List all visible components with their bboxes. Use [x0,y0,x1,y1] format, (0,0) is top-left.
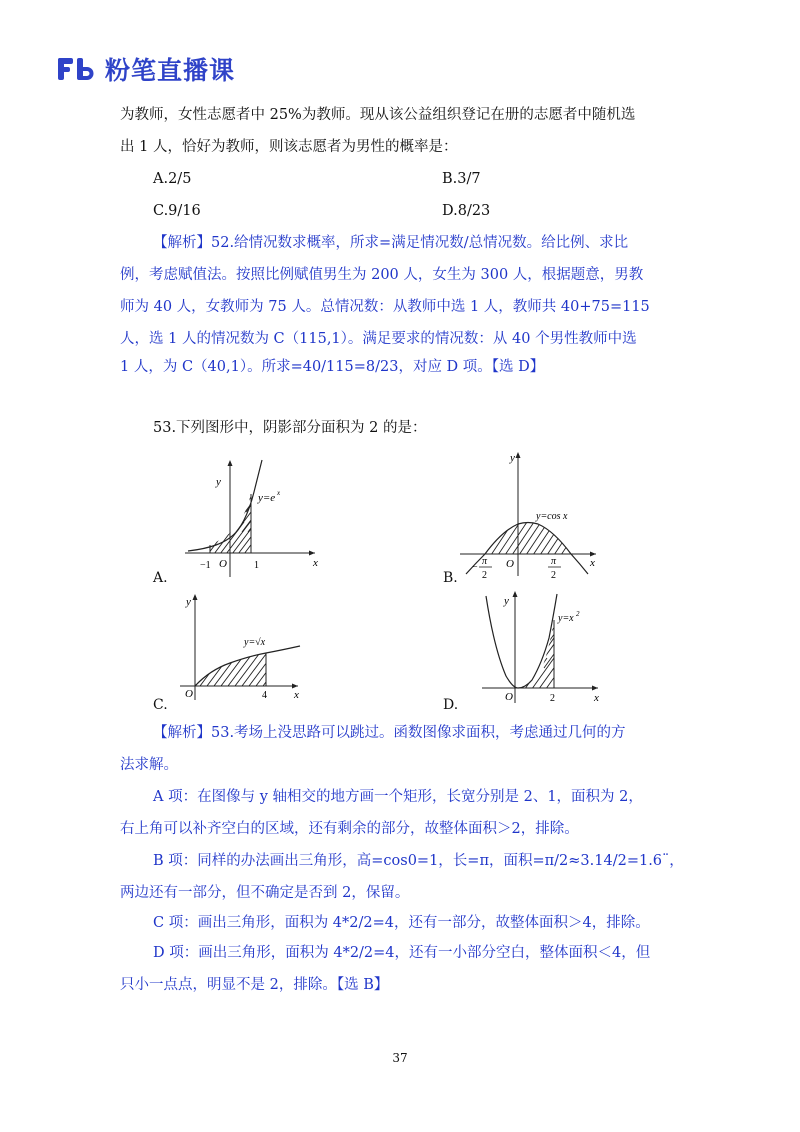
q53-analysis-line-2: 法求解。 [120,757,178,773]
fb-logo-icon [57,55,97,83]
graph-a-y-label: y [216,476,221,488]
graph-b-pi-right: π [551,556,557,567]
graph-d-option: D. [443,697,459,713]
graph-d [470,588,610,708]
graph-d-y-label: y [504,595,509,607]
graph-c-tick-4: 4 [262,690,267,701]
q52-analysis-line-4: 人，选 1 人的情况数为 C（115,1）。满足要求的情况数：从 40 个男性教师中选 [120,331,637,347]
graph-a-tick-1: 1 [254,560,259,571]
graph-d-tick-2: 2 [550,693,555,704]
graph-a-func: y=e [258,492,276,504]
graph-b-neg-sign: − [472,562,478,573]
q52-analysis-line-1: 【解析】52.给情况数求概率，所求=满足情况数/总情况数。给比例、求比 [153,235,629,251]
q52-option-d: D.8/23 [442,203,491,219]
graph-a-func-sup: x [277,489,281,497]
graph-b-two-right: 2 [551,570,556,581]
q53-analysis-line-1: 【解析】53.考场上没思路可以跳过。函数图像求面积，考虑通过几何的方 [153,725,626,741]
graph-c-origin: O [185,688,193,700]
q52-analysis-line-5: 1 人，为 C（40,1）。所求=40/115=8/23，对应 D 项。【选 D】 [120,359,545,375]
q53-analysis-line-8: D 项：画出三角形，面积为 4*2/2=4，还有一小部分空白，整体面积＜4，但 [153,945,651,961]
graph-d-func: y=x [558,613,574,624]
graph-d-origin: O [505,691,513,703]
q53-analysis-line-7: C 项：画出三角形，面积为 4*2/2=4，还有一部分，故整体面积＞4，排除。 [153,915,650,931]
brand-logo [57,52,235,86]
graph-b-origin: O [506,558,514,570]
graph-b [450,446,600,586]
graph-d-func-sup: 2 [576,610,580,618]
graph-a-x-label: x [313,557,318,569]
graph-b-option: B. [443,570,458,586]
graph-c-x-label: x [294,689,299,701]
graph-b-x-label: x [590,557,595,569]
q53-analysis-line-6: 两边还有一部分，但不确定是否到 2，保留。 [120,885,410,901]
q53-stem: 53.下列图形中，阴影部分面积为 2 的是： [153,420,427,436]
graph-d-x-label: x [594,692,599,704]
graph-a [150,452,330,587]
q52-stem-line-1: 为教师，女性志愿者中 25%为教师。现从该公益组织登记在册的志愿者中随机选 [120,107,636,123]
graph-c-y-label: y [186,596,191,608]
q52-option-b: B.3/7 [442,171,481,187]
graph-a-tick-neg1: −1 [200,560,211,571]
page-number: 37 [392,1051,408,1065]
graph-a-origin: O [219,558,227,570]
q52-analysis-line-2: 例，考虑赋值法。按照比例赋值男生为 200 人，女生为 300 人，根据题意，男教 [120,267,644,283]
q53-analysis-line-9: 只小一点点，明显不是 2，排除。【选 B】 [120,977,389,993]
q53-analysis-line-5: B 项：同样的办法画出三角形，高=cos0=1，长=π，面积=π/2≈3.14/2=1.6¨， [153,853,684,869]
q52-stem-line-2: 出 1 人，恰好为教师，则该志愿者为男性的概率是： [120,139,458,155]
q52-option-a: A.2/5 [153,171,192,187]
graph-c-func: y=√x [244,637,266,648]
graph-b-two-left: 2 [482,570,487,581]
graph-b-func: y=cos x [536,511,568,522]
q53-analysis-line-4: 右上角可以补齐空白的区域，还有剩余的部分，故整体面积＞2，排除。 [120,821,579,837]
graph-c [170,590,310,705]
q52-analysis-line-3: 师为 40 人，女教师为 75 人。总情况数：从教师中选 1 人，教师共 40+75=115 [120,299,650,315]
graph-a-option: A. [153,570,168,586]
brand-name: 粉笔直播课 [105,56,236,85]
q53-analysis-line-3: A 项：在图像与 y 轴相交的地方画一个矩形，长宽分别是 2、1，面积为 2， [153,789,643,805]
graph-c-option: C. [153,697,168,713]
q52-option-c: C.9/16 [153,203,201,219]
graph-b-pi-left: π [482,556,488,567]
graph-b-y-label: y [510,452,515,464]
logo-mark-text: Fb [57,55,59,56]
